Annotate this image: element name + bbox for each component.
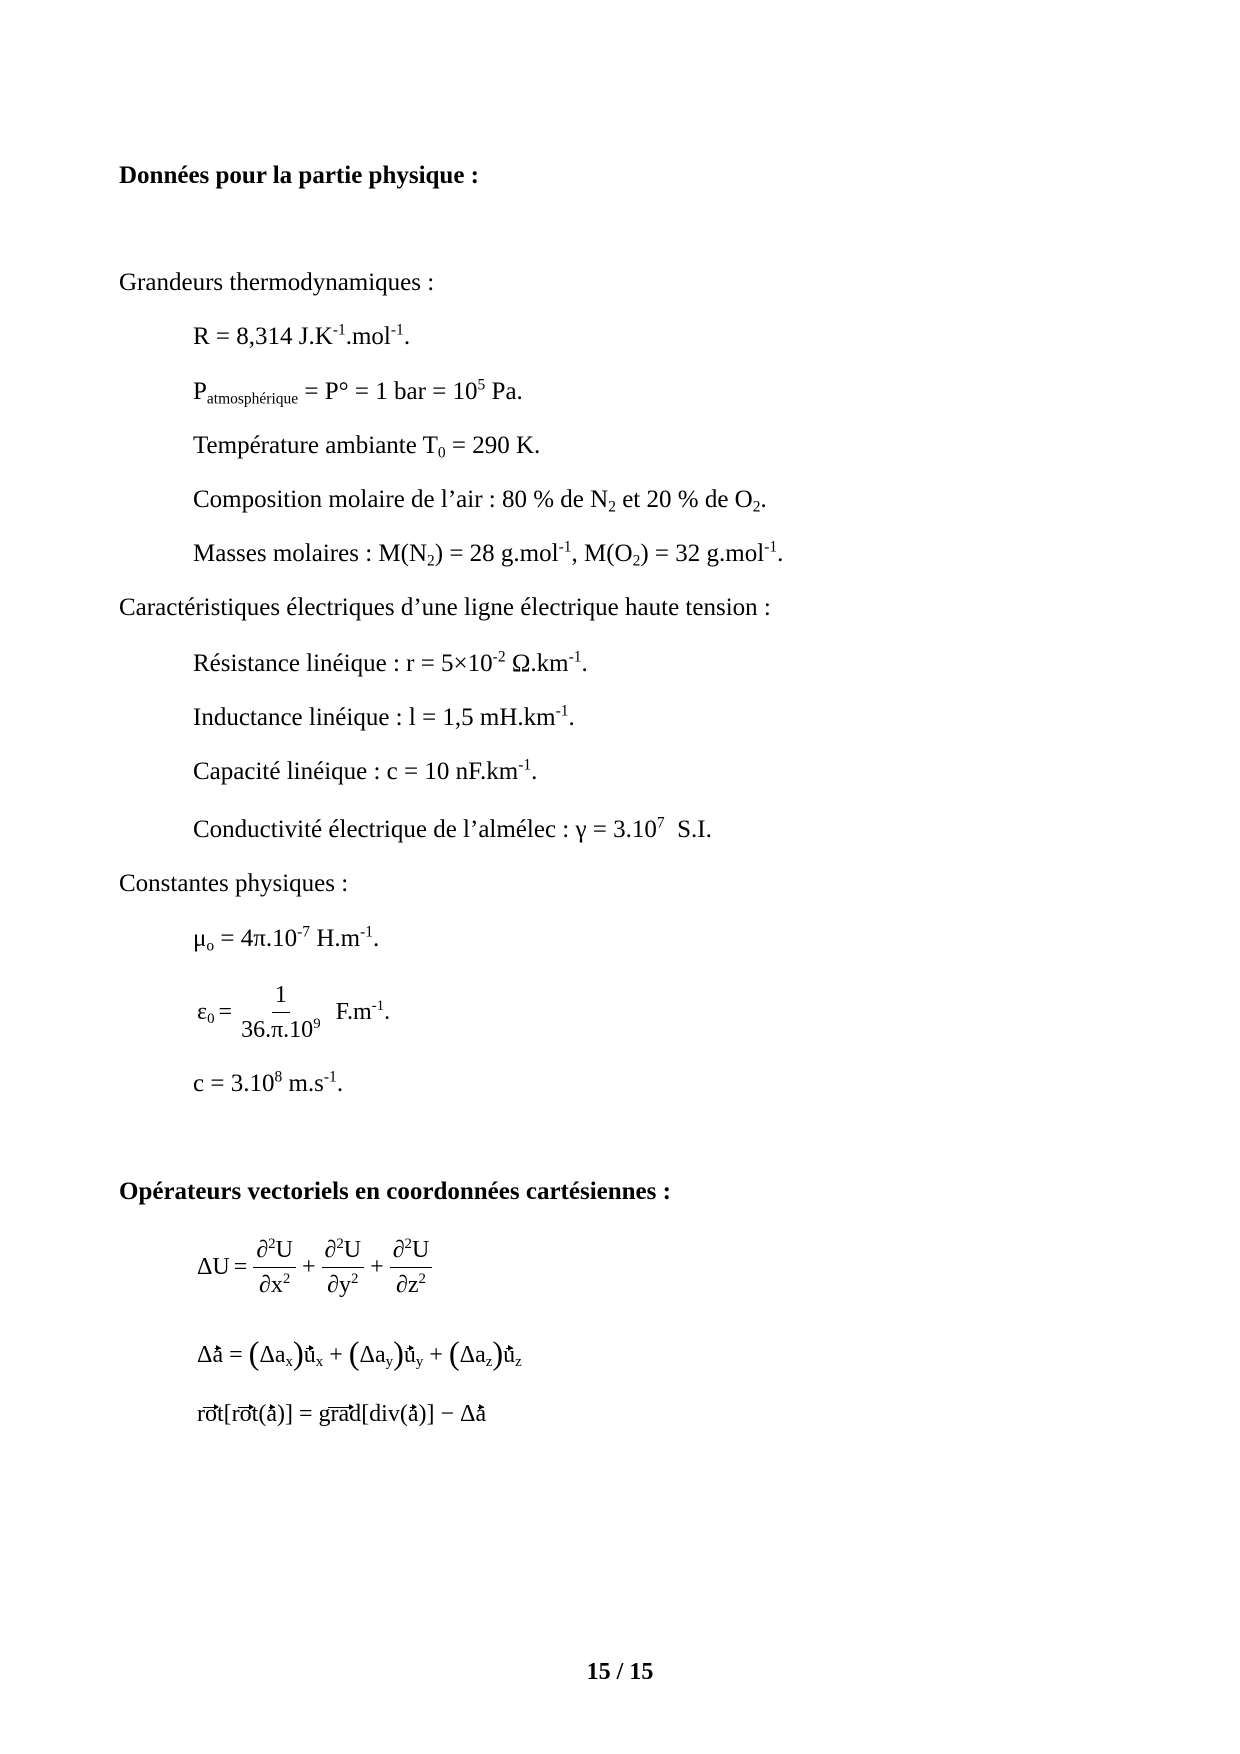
superscript: -1 [558, 538, 572, 556]
gas-constant-line [193, 323, 410, 351]
text-run: [ [223, 1401, 232, 1427]
thermo-section-title: Grandeurs thermodynamiques : [119, 269, 435, 296]
superscript: -1 [568, 648, 582, 666]
text-run: = [223, 1342, 249, 1368]
text-run: . [531, 758, 538, 785]
partial-variable: ∂z [396, 1271, 419, 1298]
vector-symbol: u [403, 1342, 416, 1368]
laplacian-lhs: ΔU [197, 1253, 230, 1280]
vector-symbol: a [266, 1401, 277, 1427]
text-run: Capacité linéique : c = 10 nF.km [193, 758, 519, 785]
ambient-temperature-line [193, 432, 540, 460]
vector-operators-heading: Opérateurs vectoriels en coordonnées cartésiennes : [119, 1178, 671, 1205]
equals-sign: = [218, 998, 233, 1025]
text-run: , M(O [571, 540, 633, 567]
superscript: -2 [492, 648, 506, 666]
function-symbol: U [411, 1236, 430, 1263]
vector-symbol: a [475, 1401, 487, 1427]
equals-sign: = [233, 1253, 248, 1280]
vector-symbol: u [303, 1342, 316, 1368]
partial-variable: ∂x [258, 1271, 283, 1298]
superscript: -1 [555, 702, 569, 720]
large-parenthesis: ) [393, 1335, 404, 1372]
vector-symbol: rot [197, 1401, 224, 1427]
subscript: x [315, 1354, 324, 1371]
text-run: + [323, 1342, 349, 1368]
text-run: ( [258, 1401, 267, 1427]
superscript: -1 [360, 923, 373, 941]
large-parenthesis: ( [248, 1335, 260, 1372]
text-run: H.m [310, 925, 361, 952]
text-run: c = 3.10 [193, 1070, 275, 1097]
subscript: x [285, 1354, 293, 1371]
large-parenthesis: ( [448, 1335, 460, 1372]
vector-symbol: rot [231, 1401, 259, 1427]
denominator [324, 1268, 361, 1299]
superscript: 2 [351, 1270, 359, 1287]
subscript: 2 [752, 498, 761, 516]
text-run: Ω.km [505, 650, 569, 677]
superscript: 9 [313, 1015, 321, 1032]
text-run: )] = [277, 1401, 319, 1427]
subscript: z [485, 1354, 493, 1371]
superscript: 5 [477, 376, 486, 394]
text-run: μ [193, 925, 207, 952]
text-run: Δ [197, 1342, 213, 1368]
text-run: m.s [282, 1070, 324, 1097]
superscript: 2 [336, 1235, 344, 1252]
text-run: Δa [259, 1342, 286, 1368]
text-run: et 20 % de O [615, 486, 753, 513]
period: . [384, 998, 391, 1025]
numerator [253, 1236, 296, 1268]
text-run: Δa [459, 1342, 486, 1368]
atmospheric-pressure-line [193, 378, 523, 406]
superscript: -1 [390, 321, 404, 339]
text-run: . [403, 323, 411, 350]
text-run: Conductivité électrique de l’almélec : γ = 3.10 [193, 816, 657, 843]
numerator: 1 [272, 981, 290, 1013]
air-composition-line [193, 486, 767, 514]
superscript: 2 [268, 1235, 276, 1252]
text-run: . [760, 486, 767, 513]
large-parenthesis: ) [292, 1335, 304, 1372]
partial-symbol: ∂ [392, 1236, 405, 1263]
text-run: .mol [345, 323, 391, 350]
second-partial-y-fraction [322, 1236, 365, 1299]
page-number: 15 / 15 [586, 1659, 654, 1685]
epsilon0-symbol [197, 999, 215, 1026]
superscript: 2 [282, 1270, 291, 1287]
large-parenthesis: ) [492, 1335, 504, 1372]
text-run: . [568, 704, 575, 731]
superscript: -1 [332, 321, 346, 339]
subscript: 2 [427, 552, 435, 570]
text-run: P [193, 378, 207, 405]
subscript: atmosphérique [206, 390, 299, 408]
subscript: z [515, 1354, 522, 1371]
text-run: . [336, 1070, 344, 1097]
numerator [322, 1236, 365, 1268]
denominator [238, 1013, 324, 1044]
epsilon-symbol: ε [197, 998, 208, 1025]
epsilon0-fraction [238, 981, 324, 1044]
numerator [390, 1236, 433, 1268]
subscript: y [385, 1354, 394, 1371]
large-parenthesis: ( [348, 1335, 360, 1372]
epsilon0-unit [336, 999, 391, 1026]
text-run: Δa [359, 1342, 386, 1368]
function-symbol: U [275, 1236, 293, 1263]
text-run: Pa. [485, 378, 523, 405]
second-partial-z-fraction [390, 1236, 433, 1299]
text-run: Température ambiante T [193, 432, 438, 459]
superscript: 7 [656, 814, 665, 832]
superscript: 2 [404, 1235, 412, 1252]
text-run: ) = 28 g.mol [434, 540, 559, 567]
text-run: S.I. [664, 816, 712, 843]
second-partial-x-fraction [253, 1236, 296, 1299]
subscript: y [415, 1354, 424, 1371]
function-symbol: U [343, 1236, 362, 1263]
text-run: = P° = 1 bar = 10 [298, 378, 478, 405]
unit-base: F.m [335, 998, 372, 1025]
constants-section-title: Constantes physiques : [119, 870, 349, 897]
vector-symbol: a [212, 1342, 224, 1368]
superscript: 8 [274, 1068, 283, 1086]
text-run: . [372, 925, 380, 952]
denominator [393, 1268, 429, 1299]
linear-resistance-line [193, 650, 588, 678]
speed-of-light-line [193, 1070, 343, 1098]
plus-sign: + [301, 1253, 316, 1280]
text-run: Masses molaires : M(N [193, 540, 427, 567]
text-run: [div( [361, 1401, 408, 1427]
text-run: Résistance linéique : r = 5×10 [193, 650, 493, 677]
text-run: )] − Δ [418, 1401, 476, 1427]
superscript: -7 [297, 923, 311, 941]
vector-symbol: u [503, 1342, 516, 1368]
physics-data-heading: Données pour la partie physique : [119, 162, 480, 189]
vector-laplacian-formula [197, 1335, 522, 1375]
electrical-section-title: Caractéristiques électriques d’une ligne électrique haute tension : [119, 594, 771, 621]
superscript: 2 [418, 1270, 426, 1287]
linear-inductance-line [193, 704, 575, 732]
text-run: . [777, 540, 784, 567]
text-run: ) = 32 g.mol [640, 540, 765, 567]
vector-symbol: grad [318, 1401, 362, 1427]
mu0-line [193, 925, 379, 953]
superscript: -1 [323, 1068, 337, 1086]
partial-symbol: ∂ [256, 1236, 269, 1263]
text-run: . [581, 650, 588, 677]
subscript: 2 [608, 498, 616, 516]
rot-rot-identity-formula [197, 1394, 486, 1434]
superscript: -1 [371, 997, 385, 1014]
partial-symbol: ∂ [324, 1236, 337, 1263]
subscript: 0 [437, 444, 446, 462]
superscript: -1 [518, 756, 532, 774]
text-run: Composition molaire de l’air : 80 % de N [193, 486, 609, 513]
text-run: + [423, 1342, 449, 1368]
scalar-laplacian-formula [197, 1232, 434, 1302]
text-run: = 4π.10 [214, 925, 298, 952]
linear-capacitance-line [193, 758, 537, 786]
molar-masses-line [193, 540, 783, 568]
vector-symbol: a [407, 1401, 419, 1427]
subscript: 0 [207, 1010, 215, 1027]
partial-variable: ∂y [327, 1271, 352, 1298]
epsilon0-formula [197, 977, 390, 1047]
conductivity-line [193, 816, 712, 844]
text-run: R = 8,314 J.K [193, 323, 333, 350]
text-run: = 290 K. [445, 432, 541, 459]
denominator [256, 1268, 293, 1299]
plus-sign: + [370, 1253, 384, 1280]
text-run: Inductance linéique : l = 1,5 mH.km [193, 704, 556, 731]
subscript: o [206, 937, 215, 955]
subscript: 2 [632, 552, 641, 570]
denominator-base: 36.π.10 [241, 1016, 314, 1043]
superscript: -1 [764, 538, 778, 556]
